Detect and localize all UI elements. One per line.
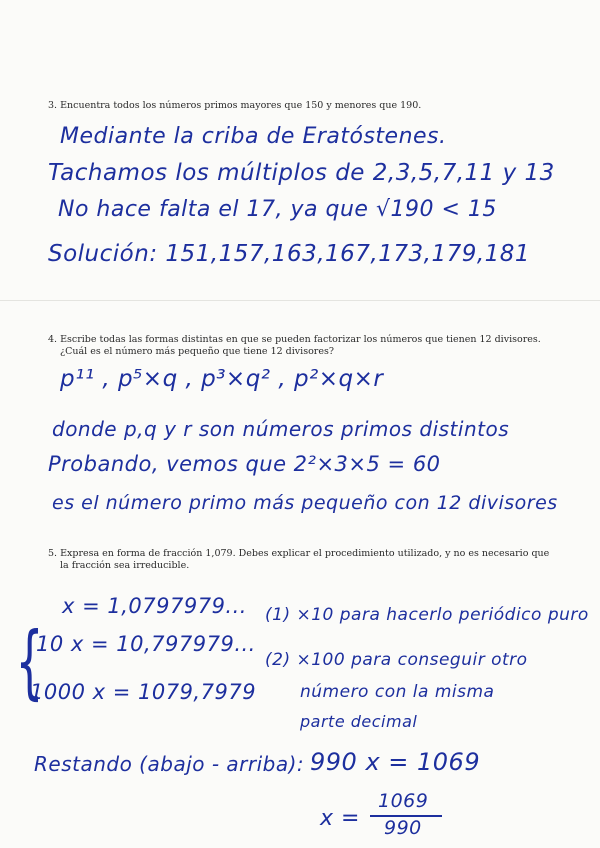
q5-result-equation: 990 x = 1069 [310,748,481,776]
q4-answer-line-4: es el número primo más pequeño con 12 divisores [52,492,558,514]
q5-statement-line-2: la fracción sea irreducible. [60,560,190,571]
q5-final-lhs: x = [320,806,360,831]
q5-note-2: (2) ×100 para conseguir otro [265,650,528,670]
q4-statement-line-2: ¿Cuál es el número más pequeño que tiene 12 divisores? [60,346,334,357]
q4-statement-line-1: 4. Escribe todas las formas distintas en que se pueden factorizar los números que tienen 12 divisores. [48,334,541,345]
q3-answer-line-3: No hace falta el 17, ya que √190 < 15 [58,197,497,222]
brace-icon: { [15,615,44,708]
q4-answer-line-2: donde p,q y r son números primos distintos [52,417,510,441]
q4-answer-line-3: Probando, vemos que 2²×3×5 = 60 [48,452,441,476]
q5-equation-1: x = 1,0797979... [62,594,247,618]
q5-final-numerator: 1069 [378,790,429,812]
q3-answer-line-1: Mediante la criba de Eratóstenes. [60,124,447,149]
question-5-statement [48,548,549,572]
q5-note-4: parte decimal [300,712,418,731]
q5-note-1: (1) ×10 para hacerlo periódico puro [265,605,589,625]
q3-answer-line-4: Solución: 151,157,163,167,173,179,181 [48,241,531,267]
q4-answer-line-1: p¹¹ , p⁵×q , p³×q² , p²×q×r [60,366,384,392]
q3-answer-line-2: Tachamos los múltiplos de 2,3,5,7,11 y 13 [48,160,555,186]
q5-equation-2: 10 x = 10,797979... [36,632,256,656]
divider [0,300,600,301]
q5-equation-3: 1000 x = 1079,7979 [30,680,257,704]
q5-final-denominator: 990 [384,817,422,839]
q5-subtract-label: Restando (abajo - arriba): [34,752,305,776]
q5-statement-line-1: 5. Expresa en forma de fracción 1,079. Debes explicar el procedimiento utilizado, y no es necesario que [48,548,550,559]
q5-note-3: número con la misma [300,682,495,702]
question-3-statement: 3. Encuentra todos los números primos mayores que 150 y menores que 190. [48,100,422,111]
question-4-statement [48,334,541,358]
